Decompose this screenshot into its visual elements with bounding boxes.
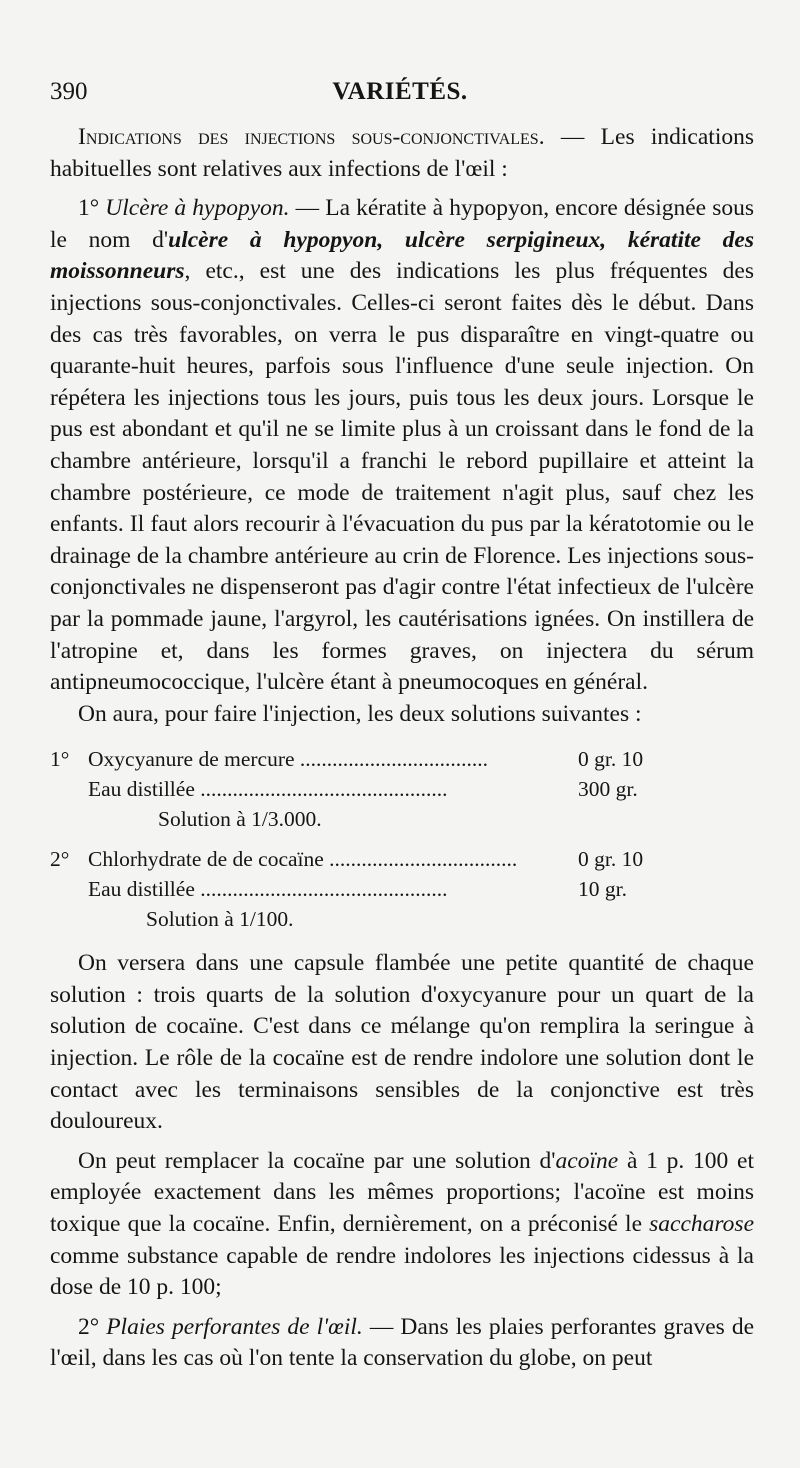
formula-row — [50, 844, 754, 874]
formula-label: Chlorhydrate de de cocaïne ................................... — [88, 847, 518, 872]
paragraph-hypopyon — [50, 193, 754, 699]
item-title: Plaies perforantes de l'œil. — [106, 1313, 363, 1340]
text-run: — La kératite à hypopyon, encore désignée sous le nom d' — [50, 195, 755, 253]
item-number: 1° — [78, 195, 100, 222]
paragraph-mixture: On versera dans une capsule flambée une petite quantité de chaque solution : trois quarts de la solution d'oxycyanure pour un quart de la solution de cocaïne. C'est dans ce mélange qu'on remplira la seringue à injection. Le rôle de la cocaïne est de rendre indolore une solution dont le contact avec les terminaisons sensibles de la conjonctive est très douloureux. — [50, 950, 754, 1135]
formula-value: 10 gr. — [578, 877, 627, 902]
running-title: VARIÉTÉS. — [332, 78, 468, 105]
paragraph-acoine — [50, 1146, 754, 1304]
item-title: Ulcère à hypopyon. — [105, 195, 290, 222]
text-run: — Dans les plaies perforantes graves de l'œil, dans les cas où l'on tente la conservation du globe, on peut — [50, 1313, 755, 1372]
text-run: On peut remplacer la cocaïne par une solution d' — [78, 1147, 556, 1174]
formula-number: 2° — [50, 847, 70, 872]
formula-block — [50, 744, 754, 934]
formula-value: 0 gr. 10 — [578, 847, 644, 872]
formula-value: 0 gr. 10 — [578, 747, 644, 772]
paragraph-plaies — [50, 1312, 754, 1375]
section-lead: Les indications habituelles sont relatives aux infections de l'œil : — [50, 124, 754, 182]
formula-value: 300 gr. — [578, 777, 638, 802]
formula-label: Eau distillée .............................................. — [88, 877, 448, 902]
emphasis-run: ulcère à hypopyon, ulcère serpigineux, kératite des moissonneurs — [50, 226, 754, 285]
section-dash: — — [544, 124, 601, 150]
text-run: comme substance capable de rendre indolores les injections cidessus à la dose de 10 p. 100; — [50, 1242, 754, 1301]
page-body — [50, 122, 754, 1375]
formula-number: 1° — [50, 747, 70, 772]
formula-label: Oxycyanure de mercure ................................... — [88, 747, 489, 772]
emphasis-run: acoïne — [555, 1147, 619, 1174]
item-number: 2° — [78, 1313, 100, 1340]
formula-solution: Solution à 1/3.000. — [158, 807, 322, 832]
page-header — [50, 78, 750, 114]
formula-solution: Solution à 1/100. — [146, 907, 294, 932]
formula-row — [50, 774, 754, 804]
text-run: , etc., est une des indications les plus fréquentes des injections sous-conjonctivales. Celles-ci seront faites dès le début. Dans des cas très favorables, on verra le pus disparaître en vingt-quatre ou quarante-huit heures, parfois sous l'influence d'une seule injection. On répétera les injections tous les jours, puis tous les deux jours. Lorsque le pus est abondant et qu'il ne se limite plus à un croissant dans le fond de la chambre antérieure, lorsqu'il a franchi le rebord pupillaire et atteint la chambre postérieure, ce mode de traitement n'agit plus, sauf chez les enfants. Il faut alors recourir à l'évacuation du pus par la kératotomie ou le drainage de la chambre antérieure au crin de Florence. Les injections sous-conjonctivales ne dispenseront pas d'agir contre l'état infectieux de l'ulcère par la pommade jaune, l'argyrol, les cautérisations ignées. On instillera de l'atropine et, dans les formes graves, on injectera du sérum antipneumococcique, l'ulcère étant à pneumocoques en général. — [50, 258, 754, 696]
formula-row — [50, 874, 754, 904]
formula-label: Eau distillée .............................................. — [88, 777, 448, 802]
emphasis-run: saccharose — [649, 1211, 754, 1238]
section-intro — [50, 122, 754, 185]
page-number: 390 — [50, 78, 88, 105]
formula-row — [50, 744, 754, 774]
text-run: à 1 p. 100 et employée exactement dans les mêmes proportions; l'acoïne est moins toxique que la cocaïne. Enfin, dernièrement, on a préconisé le — [50, 1147, 754, 1238]
paragraph-solutions-intro: On aura, pour faire l'injection, les deux solutions suivantes : — [78, 700, 642, 727]
section-heading: Indications des injections sous-conjonctivales. — [78, 124, 545, 150]
